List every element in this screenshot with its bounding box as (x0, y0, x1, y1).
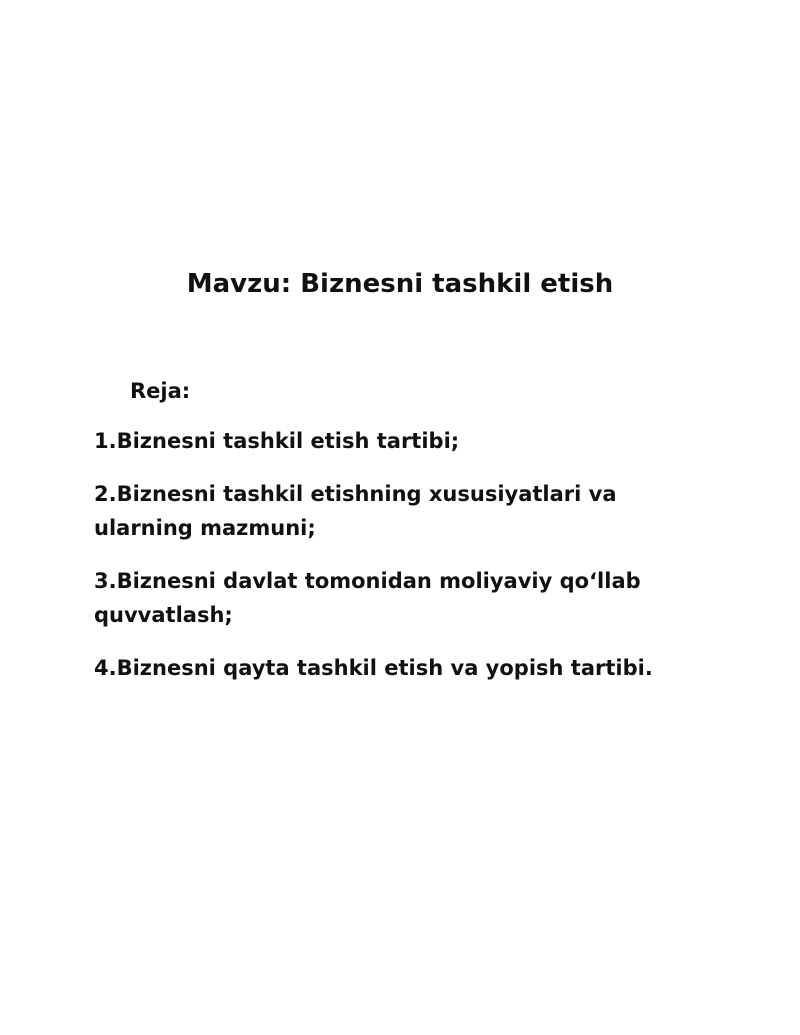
document-title: Mavzu: Biznesni tashkil etish (186, 269, 614, 299)
plan-item: 4.Biznesni qayta tashkil etish va yopish tartibi. (94, 656, 653, 680)
plan-item: 3.Biznesni davlat tomonidan moliyaviy qo‘llab quvvatlash; (94, 569, 641, 627)
plan-item: 2.Biznesni tashkil etishning xususiyatlari va ularning mazmuni; (94, 482, 617, 540)
plan-list (94, 424, 694, 704)
plan-item: 1.Biznesni tashkil etish tartibi; (94, 429, 460, 453)
plan-heading: Reja: (130, 379, 191, 403)
